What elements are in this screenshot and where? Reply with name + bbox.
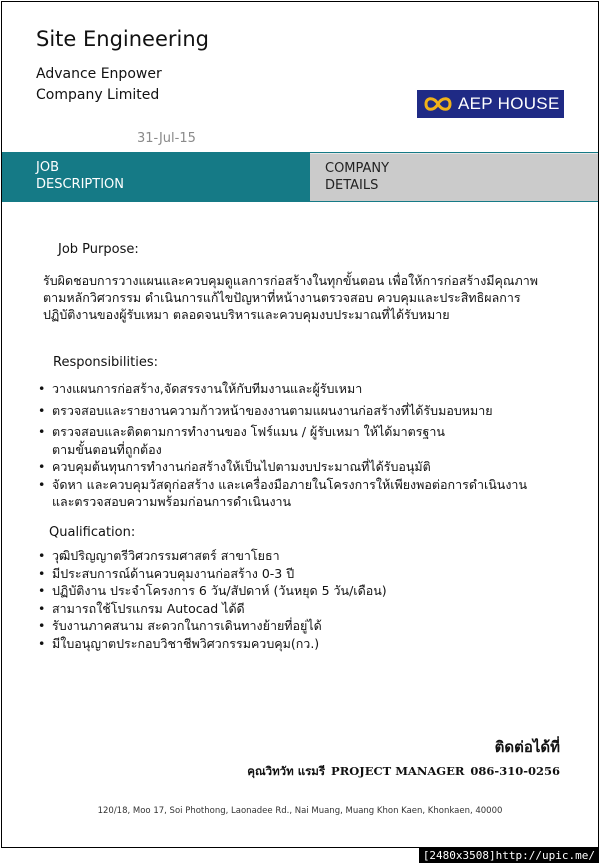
list-item: • จัดหา และควบคุมวัสดุก่อสร้าง และเครื่องมือภายในโครงการให้เพียงพอต่อการดำเนินงาน bbox=[38, 476, 527, 492]
list-item: • ตรวจสอบและรายงานความก้าวหน้าของงานตามแผนงานก่อสร้างที่ได้รับมอบหมาย bbox=[38, 402, 493, 418]
bullet-icon: • bbox=[38, 565, 46, 581]
job-posting-page bbox=[1, 1, 599, 848]
bullet-icon: • bbox=[38, 459, 46, 474]
company-name bbox=[36, 64, 162, 106]
list-item: • รับงานภาคสนาม สะดวกในการเดินทางย้ายที่อยู่ได้ bbox=[38, 618, 322, 633]
list-item: • ปฏิบัติงาน ประจำโครงการ 6 วัน/สัปดาห์ (วันหยุด 5 วัน/เดือน) bbox=[38, 583, 387, 598]
bullet-icon: • bbox=[38, 381, 46, 396]
tab-job-description[interactable] bbox=[36, 159, 124, 193]
tab-job-label-line2: DESCRIPTION bbox=[36, 177, 124, 192]
list-item: • มีประสบการณ์ด้านควบคุมงานก่อสร้าง 0-3 ปี bbox=[38, 565, 295, 581]
list-item: • สามารถใช้โปรแกรม Autocad ได้ดี bbox=[38, 600, 245, 616]
bullet-icon: • bbox=[38, 402, 46, 418]
list-item-continuation: และตรวจสอบความพร้อมก่อนการดำเนินงาน bbox=[52, 494, 292, 509]
infinity-logo-icon bbox=[423, 95, 453, 113]
company-address: 120/18, Moo 17, Soi Phothong, Laonadee Rd., Nai Muang, Muang Khon Kaen, Khonkaen, 40000 bbox=[97, 806, 503, 816]
list-item: • วุฒิปริญญาตรีวิศวกรรมศาสตร์ สาขาโยธา bbox=[38, 548, 280, 563]
bullet-icon: • bbox=[38, 424, 46, 439]
responsibilities-list bbox=[38, 380, 527, 511]
responsibilities-heading: Responsibilities: bbox=[53, 355, 158, 370]
job-purpose-line: รับผิดชอบการวางแผนและควบคุมดูแลการก่อสร้างในทุกขั้นตอน เพื่อให้การก่อสร้างมีคุณภาพ bbox=[43, 273, 539, 288]
posting-date: 31-Jul-15 bbox=[137, 131, 196, 146]
contact-line bbox=[241, 763, 560, 781]
list-item: • ตรวจสอบและติดตามการทำงานของ โฟร์แมน / ผู้รับเหมา ให้ได้มาตรฐาน bbox=[38, 424, 445, 439]
job-purpose-line: ปฏิบัติงานของผู้รับเหมา ตลอดจนบริหารและควบคุมงบประมาณที่ได้รับหมาย bbox=[43, 307, 450, 322]
tab-company-label-line1: COMPANY bbox=[325, 161, 390, 176]
job-purpose-line: ตามหลักวิศวกรรม ดำเนินการแก้ไขปัญหาที่หน้างานตรวจสอบ ควบคุมและประสิทธิผลการ bbox=[43, 290, 521, 305]
tab-company-label bbox=[325, 160, 389, 194]
company-name-line1: Advance Enpower bbox=[36, 66, 162, 82]
qualification-list bbox=[38, 547, 387, 652]
list-item: • วางแผนการก่อสร้าง,จัดสรรงานให้กับทีมงานและผู้รับเหมา bbox=[38, 381, 363, 396]
bullet-icon: • bbox=[38, 600, 46, 616]
bullet-icon: • bbox=[38, 618, 46, 633]
bullet-icon: • bbox=[38, 583, 46, 598]
job-purpose-text bbox=[43, 272, 573, 323]
qualification-heading: Qualification: bbox=[49, 525, 136, 540]
company-name-line2: Company Limited bbox=[36, 87, 160, 103]
job-title: Site Engineering bbox=[36, 27, 209, 51]
tab-company-details[interactable] bbox=[310, 153, 598, 201]
job-purpose-heading: Job Purpose: bbox=[58, 242, 139, 257]
image-source-tag: [2480x3508]http://upic.me/ bbox=[419, 848, 599, 863]
bullet-icon: • bbox=[38, 476, 46, 492]
contact-person: คุณวิทวัท แรมรี bbox=[247, 764, 326, 778]
tab-company-label-line2: DETAILS bbox=[325, 178, 379, 193]
bullet-icon: • bbox=[38, 548, 46, 563]
contact-phone: 086-310-0256 bbox=[470, 764, 560, 778]
bullet-icon: • bbox=[38, 635, 46, 651]
list-item: • ควบคุมต้นทุนการทำงานก่อสร้างให้เป็นไปตามงบประมาณที่ได้รับอนุมัติ bbox=[38, 459, 431, 474]
logo-text: AEP HOUSE bbox=[458, 94, 560, 113]
contact-heading: ติดต่อได้ที่ bbox=[494, 738, 560, 756]
aep-house-logo bbox=[417, 90, 564, 118]
list-item: • มีใบอนุญาตประกอบวิชาชีพวิศวกรรมควบคุม(กว.) bbox=[38, 635, 320, 651]
list-item-continuation: ตามขั้นตอนที่ถูกต้อง bbox=[52, 441, 162, 457]
tab-job-label-line1: JOB bbox=[36, 160, 59, 175]
contact-role: PROJECT MANAGER bbox=[331, 764, 465, 778]
